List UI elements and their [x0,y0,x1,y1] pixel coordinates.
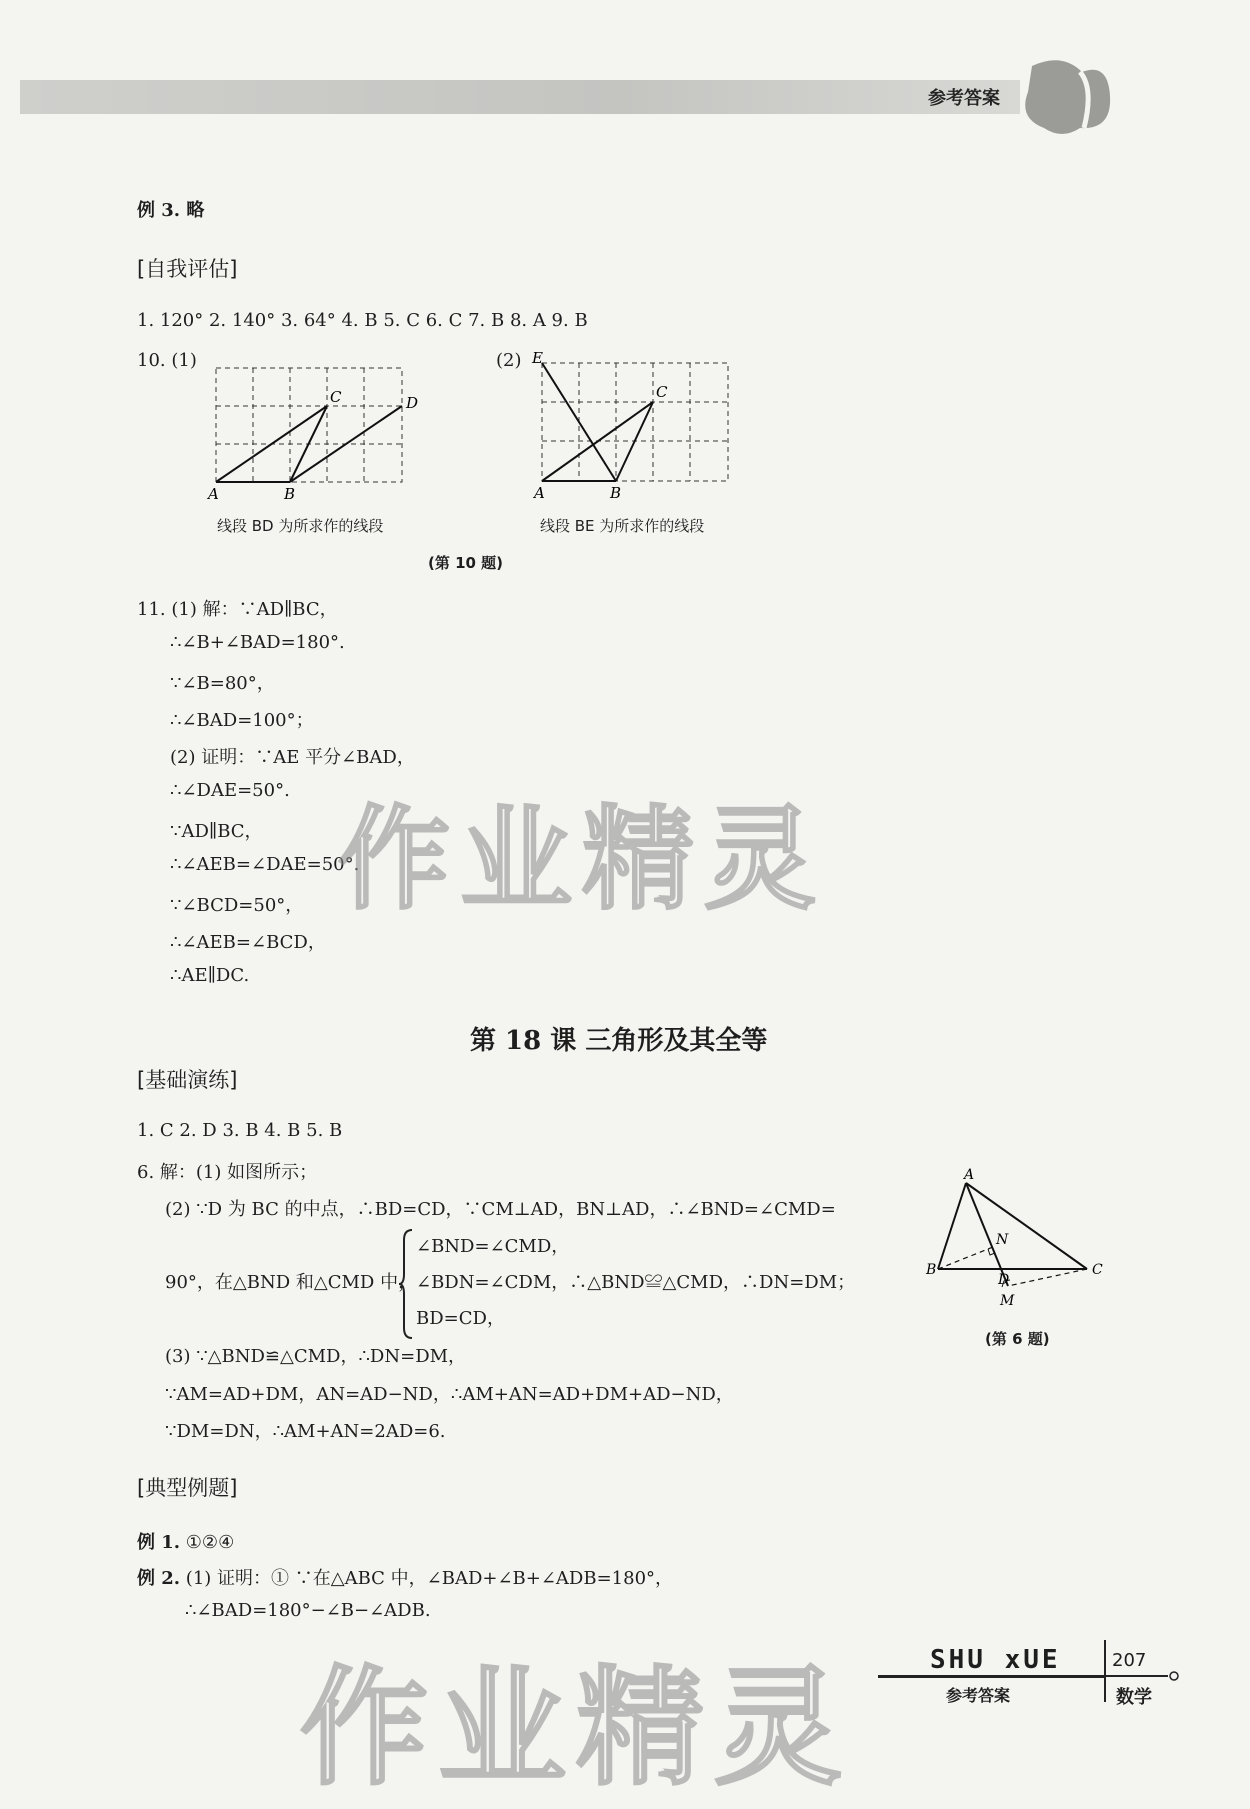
q6-brace-line: ∠BDN=∠CDM，∴△BND≌△CMD，∴DN=DM； [416,1272,856,1293]
header-title: 参考答案 [928,88,1000,109]
point-label: A [964,1167,975,1183]
q6-brace-line: ∠BND=∠CMD， [416,1236,570,1257]
q11-line: (2) 证明：∵AE 平分∠BAD， [170,747,415,768]
q11-line: ∵∠B=80°， [170,673,275,694]
point-label: E [532,349,543,367]
q11-line: ∴∠DAE=50°. [170,780,290,801]
page-number: 207 [1112,1650,1147,1671]
footer-label-answers: 参考答案 [946,1686,1011,1705]
footer-rule [878,1675,1104,1678]
footer-line-end [1106,1670,1186,1682]
example-3: 例 3. 略 [137,200,205,221]
q11-line: ∴AE∥DC. [170,965,250,986]
q6-part3-line: ∵DM=DN，∴AM+AN=2AD=6. [165,1421,446,1442]
point-label: M [1000,1293,1015,1309]
q11-line: ∴∠BAD=100°； [170,710,314,731]
q6-line-2: (2) ∵D 为 BC 的中点，∴BD=CD，∵CM⊥AD，BN⊥AD，∴∠BND=∠CMD= [165,1199,836,1220]
q6-brace-prefix: 90°，在△BND 和△CMD 中， [165,1272,417,1293]
watermark: 作业精灵 [300,1654,853,1803]
section-heading-typical: [典型例题] [137,1476,238,1500]
point-label: A [208,485,219,500]
footer-brand: SHU xUE [930,1645,1061,1675]
header-band [20,80,1020,114]
point-label: D [406,394,419,412]
q10-label: 10. (1) [137,350,197,371]
example-1-label: 例 1. [137,1532,181,1553]
q11-line: ∴∠AEB=∠DAE=50°. [170,854,360,875]
lesson-title: 第 18 课 三角形及其全等 [470,1026,768,1056]
point-label: B [284,485,296,500]
point-label: D [998,1272,1010,1288]
q10-fig1-caption: 线段 BD 为所求作的线段 [217,517,384,535]
point-label: C [1092,1262,1103,1278]
q6-brace-line: BD=CD， [416,1308,505,1329]
example-2-label: 例 2. [137,1568,181,1589]
q11-line: 11. (1) 解：∵AD∥BC， [137,599,338,620]
header-ornament [1022,58,1114,136]
section-heading-self-eval: [自我评估] [137,257,238,281]
footer-label-subject: 数学 [1116,1687,1152,1708]
point-label: N [996,1232,1009,1248]
point-label: A [534,484,545,500]
point-label: B [610,484,622,500]
section-heading-basics: [基础演练] [137,1068,238,1092]
watermark: 作业精灵 [338,795,826,925]
q11-line: ∵∠BCD=50°， [170,895,304,916]
self-eval-answers: 1. 120° 2. 140° 3. 64° 4. B 5. C 6. C 7. B 8. A 9. B [137,310,588,331]
basics-answers: 1. C 2. D 3. B 4. B 5. B [137,1120,343,1141]
q10-figure-title: (第 10 题) [428,554,504,572]
point-label: C [330,388,342,406]
example-2-line-1: (1) 证明：① ∵在△ABC 中，∠BAD+∠B+∠ADB=180°， [185,1568,674,1589]
q6-figure-caption: (第 6 题) [985,1330,1050,1348]
q11-line: ∴∠AEB=∠BCD， [170,932,326,953]
example-2-line-2: ∴∠BAD=180°−∠B−∠ADB. [185,1600,431,1621]
q6-figure [922,1165,1112,1315]
q10-figure-2 [520,345,740,500]
q11-line: ∴∠B+∠BAD=180°. [170,632,345,653]
brace-symbol [398,1228,414,1340]
q6-line-1: 6. 解：(1) 如图所示； [137,1162,318,1183]
point-label: B [926,1262,937,1278]
q10-figure-1 [200,360,420,500]
q10-fig2-caption: 线段 BE 为所求作的线段 [540,517,705,535]
q11-line: ∵AD∥BC， [170,821,263,842]
q6-part3-line: (3) ∵△BND≌△CMD，∴DN=DM， [165,1346,467,1367]
q10-part2-label: (2) [496,350,522,371]
point-label: C [656,383,668,401]
q6-part3-line: ∵AM=AD+DM，AN=AD−ND，∴AM+AN=AD+DM+AD−ND， [165,1384,734,1405]
example-1-answer: ①②④ [185,1532,235,1553]
